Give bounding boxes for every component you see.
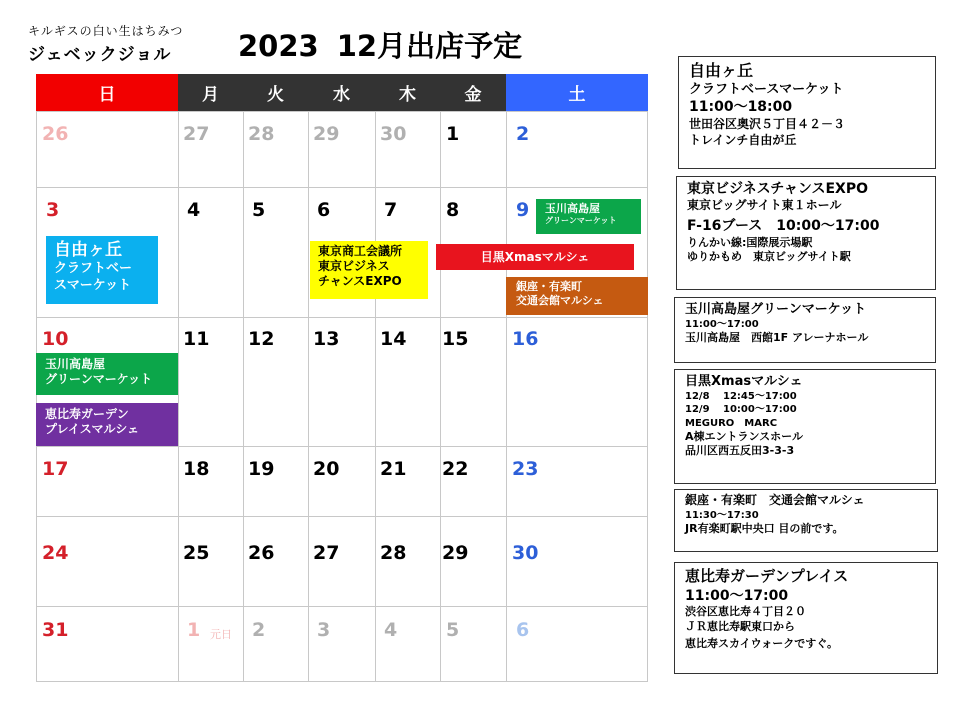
grid-line (506, 111, 507, 682)
page-title (238, 24, 522, 65)
grid-line (178, 111, 179, 682)
event-line: 銀座・有楽町 (516, 280, 582, 293)
day-number: 22 (442, 458, 469, 480)
weekday-header-sun: 日 (36, 74, 178, 111)
info-line: 11:30～17:30 (685, 509, 759, 521)
info-line: MEGURO MARC (685, 417, 778, 429)
grid-line (36, 606, 648, 607)
brand-subtitle: キルギスの白い生はちみつ (28, 24, 184, 38)
day-number: 8 (446, 199, 460, 221)
day-number: 25 (183, 542, 210, 564)
info-line: A棟エントランスホール (685, 429, 803, 443)
info-line: F-16ブース 10:00～17:00 (687, 218, 880, 235)
info-line: 11:00～18:00 (689, 99, 793, 116)
day-number: 28 (248, 123, 275, 145)
grid-line (647, 111, 648, 682)
day-number: 21 (380, 458, 407, 480)
event-line: 東京商工会議所 (318, 244, 403, 258)
day-number: 3 (317, 619, 331, 641)
info-title: 玉川高島屋グリーンマーケット (685, 302, 867, 317)
weekday-header-fri: 金 (440, 74, 506, 111)
info-box-meguro (674, 369, 936, 484)
day-number: 5 (252, 199, 266, 221)
grid-line (308, 111, 309, 682)
info-line: 玉川高島屋 西館1F アレーナホール (685, 331, 869, 345)
event-ebisu[interactable] (36, 403, 178, 446)
day-number: 18 (183, 458, 210, 480)
day-number: 17 (42, 458, 69, 480)
weekday-header-wed: 水 (308, 74, 375, 111)
day-number: 2 (252, 619, 266, 641)
title-year: 2023 (238, 29, 319, 63)
grid-line (440, 111, 441, 682)
day-number: 29 (442, 542, 469, 564)
day-number: 27 (183, 123, 210, 145)
day-number: 5 (446, 619, 460, 641)
grid-line (36, 516, 648, 517)
day-number: 12 (248, 328, 275, 350)
info-line: 11:00～17:00 (685, 319, 759, 331)
event-tamagawa-small[interactable] (536, 199, 641, 234)
event-jiyugaoka[interactable] (46, 236, 158, 304)
event-line: グリーンマーケット (45, 372, 153, 386)
event-line: 交通会館マルシェ (516, 293, 604, 307)
info-title: 恵比寿ガーデンプレイス (685, 567, 849, 585)
event-line: 玉川高島屋 (545, 202, 600, 215)
brand-name: ジェベックジョル (28, 45, 172, 65)
day-number: 2 (516, 123, 530, 145)
event-line: クラフトベー (54, 261, 133, 277)
info-line: りんかい線:国際展示場駅 (687, 235, 813, 249)
event-line: スマーケット (54, 277, 132, 293)
info-line: ゆりかもめ 東京ビッグサイト駅 (687, 250, 851, 264)
info-line: 東京ビッグサイト東１ホール (687, 198, 842, 213)
day-number: 26 (42, 123, 69, 145)
grid-line (36, 187, 648, 188)
grid-line (375, 111, 376, 682)
info-title: 東京ビジネスチャンスEXPO (687, 181, 868, 197)
info-title: 目黒Xmasマルシェ (685, 374, 803, 389)
info-line: クラフトベースマーケット (689, 82, 844, 98)
info-line: 11:00～17:00 (685, 587, 789, 604)
day-number: 10 (42, 328, 69, 350)
info-box-jiyugaoka (678, 56, 936, 169)
event-meguro[interactable]: 目黒Xmasマルシェ (436, 244, 634, 270)
day-number: 27 (313, 542, 340, 564)
event-line: グリーンマーケット (545, 215, 617, 225)
day-number: 30 (512, 542, 539, 564)
day-number: 19 (248, 458, 275, 480)
day-number: 9 (516, 199, 530, 221)
day-number: 4 (187, 199, 201, 221)
day-number: 13 (313, 328, 340, 350)
day-number: 7 (384, 199, 398, 221)
day-number: 6 (516, 619, 530, 641)
event-tamagawa[interactable] (36, 353, 178, 395)
event-title: 自由ヶ丘 (54, 240, 122, 260)
event-tokyo-shoko[interactable] (310, 241, 428, 299)
event-line: 東京ビジネス (318, 259, 390, 273)
day-number: 16 (512, 328, 539, 350)
info-box-tamagawa (674, 297, 936, 363)
event-line: 玉川高島屋 (45, 357, 106, 371)
day-number: 15 (442, 328, 469, 350)
day-number: 3 (46, 199, 60, 221)
event-line: プレイスマルシェ (45, 422, 140, 436)
day-number: 14 (380, 328, 407, 350)
day-number: 26 (248, 542, 275, 564)
info-box-ginza (674, 489, 938, 552)
day-number: 20 (313, 458, 340, 480)
grid-line (36, 446, 648, 447)
day-number: 6 (317, 199, 331, 221)
day-number: 30 (380, 123, 407, 145)
grid-line (36, 681, 648, 682)
event-line: 恵比寿ガーデン (45, 407, 129, 421)
day-number: 4 (384, 619, 398, 641)
calendar (36, 74, 648, 682)
info-title: 銀座・有楽町 交通会館マルシェ (685, 493, 865, 507)
day-number: 23 (512, 458, 539, 480)
info-box-ebisu (674, 562, 938, 674)
info-title: 自由ヶ丘 (689, 61, 754, 80)
info-line: 渋谷区恵比寿４丁目２０ (685, 605, 806, 619)
day-number: 29 (313, 123, 340, 145)
event-line: チャンスEXPO (318, 274, 402, 288)
grid-line (243, 111, 244, 682)
grid-line (36, 111, 648, 112)
day-number: 28 (380, 542, 407, 564)
weekday-header-mon: 月 (178, 74, 243, 111)
event-ginza[interactable] (506, 277, 648, 315)
info-line: トレインチ自由が丘 (689, 132, 797, 147)
info-line: ＪＲ恵比寿駅東口から (685, 619, 795, 633)
title-text: 12月出店予定 (336, 29, 523, 63)
info-line: 品川区西五反田3-3-3 (685, 444, 795, 458)
info-box-tokyo-expo (676, 176, 936, 290)
info-line: 世田谷区奥沢５丁目４２－３ (689, 116, 846, 131)
day-number: 31 (42, 619, 69, 641)
weekday-header-sat: 土 (506, 74, 648, 111)
grid-line (36, 111, 37, 682)
grid-line (36, 317, 648, 318)
holiday-label: 元日 (210, 628, 232, 641)
day-number: 24 (42, 542, 69, 564)
day-number: 1 (187, 619, 201, 641)
info-line: JR有楽町駅中央口 目の前です。 (685, 522, 844, 536)
day-number: 11 (183, 328, 210, 350)
weekday-header-tue: 火 (243, 74, 308, 111)
weekday-header-thu: 木 (375, 74, 440, 111)
day-number: 1 (446, 123, 460, 145)
info-line: 12/8 12:45～17:00 (685, 391, 797, 403)
info-line: 12/9 10:00～17:00 (685, 404, 797, 416)
info-line: 恵比寿スカイウォークですぐ。 (685, 637, 839, 651)
